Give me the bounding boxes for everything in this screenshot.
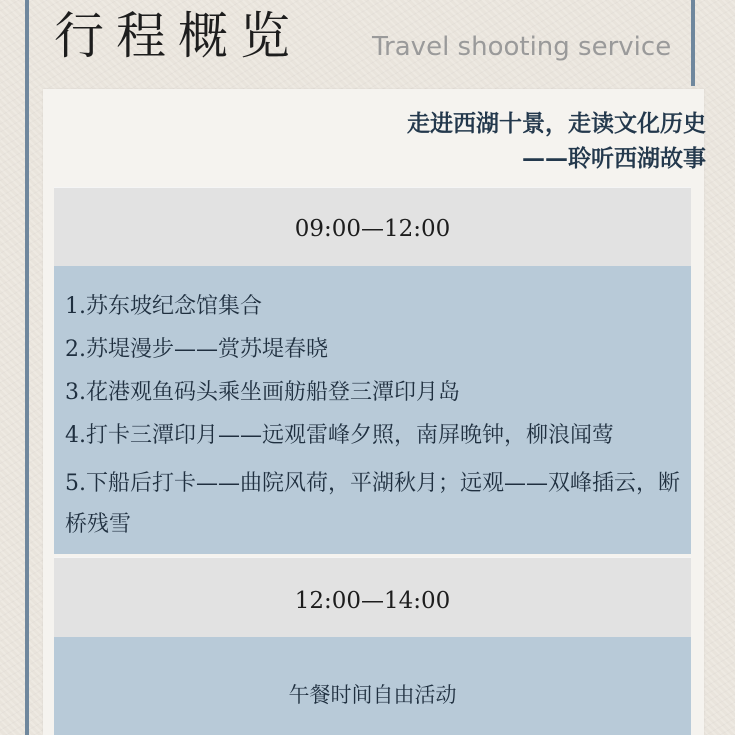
time-slot-morning [54, 187, 691, 267]
right-frame-line [691, 0, 695, 86]
list-item: 3.花港观鱼码头乘坐画舫船登三潭印月岛 [65, 380, 460, 405]
left-frame-line [25, 0, 29, 735]
time-slot-label: 12:00—14:00 [294, 588, 451, 614]
list-item: 4.打卡三潭印月——远观雷峰夕照，南屏晚钟，柳浪闻莺 [65, 423, 614, 448]
lunch-activity [54, 637, 691, 735]
time-slot-lunch [54, 557, 691, 638]
page-subtitle-en: Travel shooting service [372, 32, 672, 62]
intro-line-1: 走进西湖十景，走读文化历史 [407, 110, 706, 137]
list-item: 2.苏堤漫步——赏苏堤春晓 [65, 337, 328, 362]
intro-line-2: ——聆听西湖故事 [522, 145, 706, 172]
list-item: 1.苏东坡纪念馆集合 [65, 294, 262, 319]
morning-itinerary-list [54, 266, 691, 554]
list-item: 5.下船后打卡——曲院风荷，平湖秋月；远观——双峰插云，断桥残雪 [65, 471, 680, 537]
activity-label: 午餐时间自由活动 [288, 683, 457, 707]
time-slot-label: 09:00—12:00 [294, 216, 451, 242]
page-title: 行程概览 [54, 7, 302, 65]
